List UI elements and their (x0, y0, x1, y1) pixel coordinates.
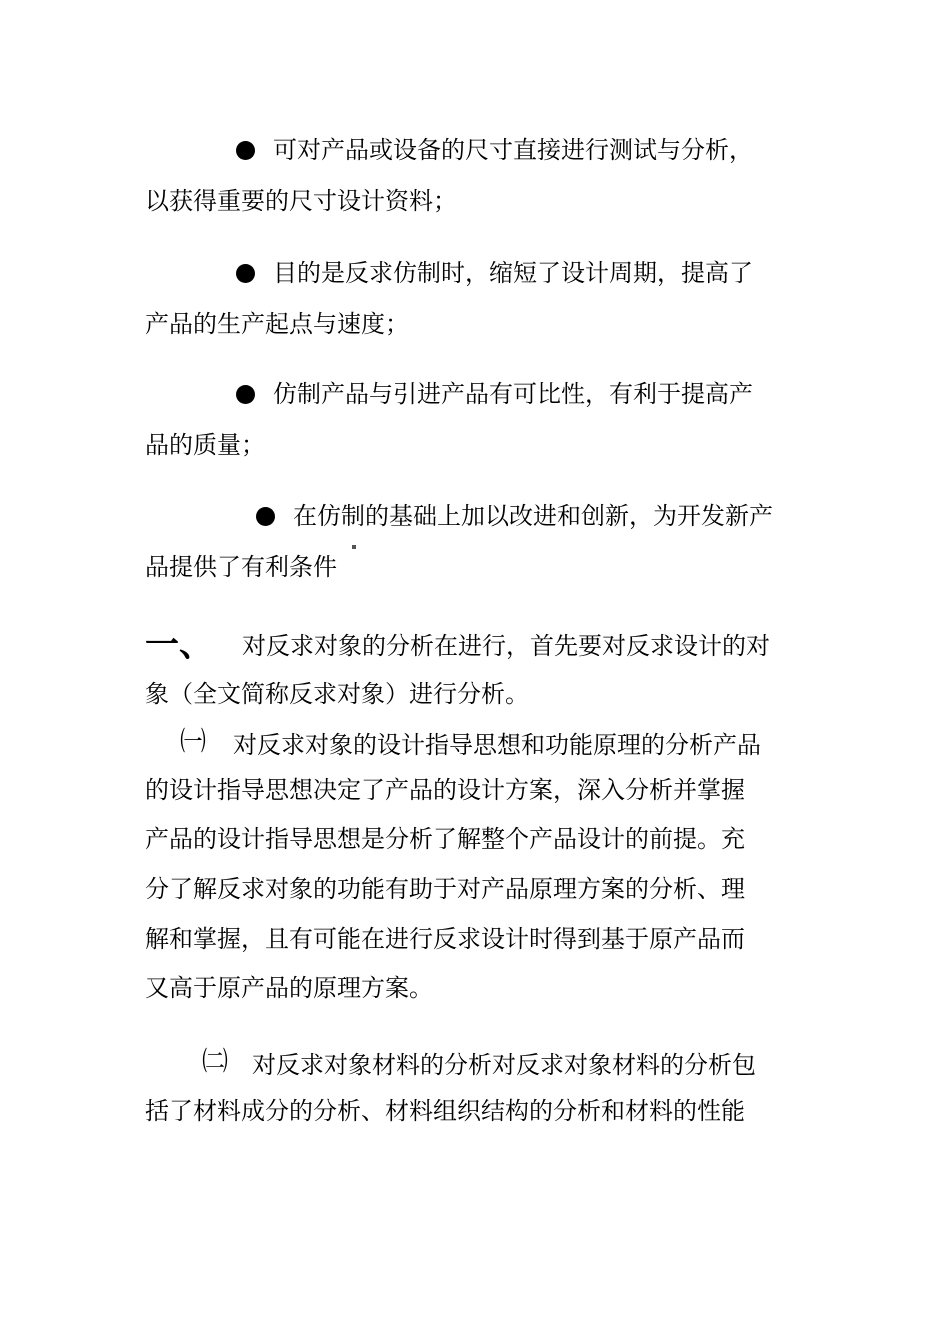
bullet-2-line-2: 产品的生产起点与速度； (145, 310, 409, 338)
sub-one-line-4: 分了解反求对象的功能有助于对产品原理方案的分析、理 (145, 875, 745, 903)
sub-two-marker: ㈡ (202, 1047, 229, 1077)
section-one-line-2: 象（全文简称反求对象）进行分析。 (145, 680, 529, 708)
sub-one-line-2: 的设计指导思想决定了产品的设计方案，深入分析并掌握 (145, 776, 745, 804)
bullet-dot (236, 141, 255, 160)
bullet-dot (236, 264, 255, 283)
sub-one-line-3: 产品的设计指导思想是分析了解整个产品设计的前提。充 (145, 825, 745, 853)
bullet-dot (256, 507, 275, 526)
sub-one-marker: ㈠ (180, 727, 207, 757)
sub-one-line-5: 解和掌握，且有可能在进行反求设计时得到基于原产品而 (145, 925, 745, 953)
bullet-1-line-1: 可对产品或设备的尺寸直接进行测试与分析， (273, 136, 753, 164)
section-one-marker: 一、 (145, 625, 213, 665)
bullet-4-line-2: 品提供了有利条件 (145, 553, 337, 581)
sub-two-line-2: 括了材料成分的分析、材料组织结构的分析和材料的性能 (145, 1097, 745, 1125)
bullet-3-line-1: 仿制产品与引进产品有可比性，有利于提高产 (273, 380, 753, 408)
stray-dot (352, 545, 356, 549)
section-one-line-1: 对反求对象的分析在进行，首先要对反求设计的对 (242, 632, 770, 660)
bullet-dot (236, 385, 255, 404)
bullet-1-line-2: 以获得重要的尺寸设计资料； (145, 187, 457, 215)
sub-one-line-6: 又高于原产品的原理方案。 (145, 974, 433, 1002)
sub-two-line-1: 对反求对象材料的分析对反求对象材料的分析包 (252, 1051, 756, 1079)
bullet-3-line-2: 品的质量； (145, 431, 265, 459)
sub-one-line-1: 对反求对象的设计指导思想和功能原理的分析产品 (233, 731, 761, 759)
bullet-4-line-1: 在仿制的基础上加以改进和创新，为开发新产 (293, 502, 773, 530)
bullet-2-line-1: 目的是反求仿制时，缩短了设计周期，提高了 (273, 259, 753, 287)
